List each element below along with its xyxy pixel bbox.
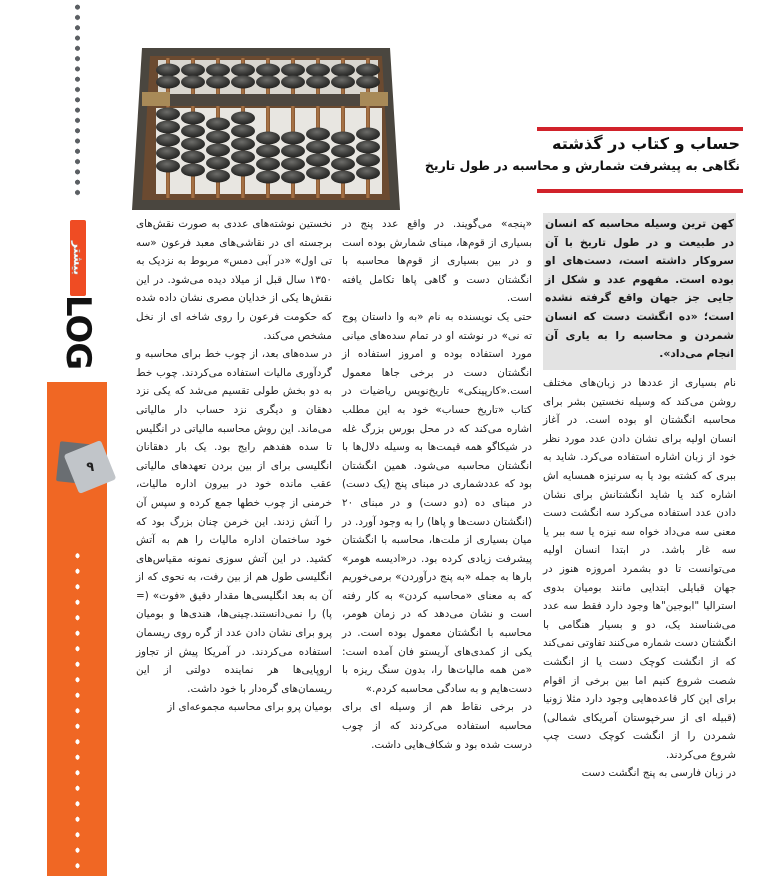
log-logo: [58, 294, 98, 370]
abacus-bead: [331, 158, 355, 171]
abacus-bead: [356, 167, 380, 180]
abacus-bead: [231, 138, 255, 151]
abacus-bead: [356, 76, 380, 89]
abacus-bead: [181, 64, 205, 77]
abacus-bead: [356, 141, 380, 154]
body-paragraph: «پنجه» می‌گویند. در واقع عدد پنج در بسیاری از قوم‌ها، مبنای شمارش بوده است و در بین بسیاری از قوم‌ها محاسبه با انگشتان دست و گاهی پاها تکامل یافته است.: [342, 218, 532, 305]
body-column-1: [543, 374, 736, 783]
abacus-bead: [306, 128, 330, 141]
abacus-bead: [281, 132, 305, 145]
body-paragraph: در زبان فارسی به پنج انگشت دست: [581, 767, 736, 780]
abacus-image: [128, 42, 402, 212]
abacus-bead: [206, 131, 230, 144]
section-tag: [70, 220, 86, 296]
abacus-bead: [181, 76, 205, 89]
article-subtitle: نگاهی به پیشرفت شمارش و محاسبه در طول تاریخ: [424, 158, 740, 173]
abacus-bead: [331, 171, 355, 184]
abacus-bead: [306, 64, 330, 77]
abacus-bead: [306, 141, 330, 154]
abacus-bead: [206, 157, 230, 170]
abacus-bead: [206, 144, 230, 157]
article-header: [424, 122, 780, 202]
body-paragraph: بومیان پرو برای محاسبه مجموعه‌ای از: [167, 701, 332, 714]
abacus-bead: [206, 64, 230, 77]
abacus-bead: [231, 151, 255, 164]
abacus-bead: [256, 76, 280, 89]
abacus-bead: [231, 64, 255, 77]
title-rule-top: [537, 127, 743, 131]
abacus-bead: [306, 76, 330, 89]
abacus-bead: [231, 125, 255, 138]
abacus-bead: [281, 145, 305, 158]
lead-box: [543, 213, 736, 370]
abacus-bead: [331, 132, 355, 145]
abacus-bead: [231, 164, 255, 177]
abacus-bead: [156, 76, 180, 89]
abacus-bead: [306, 154, 330, 167]
abacus-bead: [331, 76, 355, 89]
abacus-bead: [181, 138, 205, 151]
body-paragraph: نخستین نوشته‌های عددی به صورت نقش‌های برجسته ای در نقاشی‌های معبد فرعون «سه تی اول» «در آبی دمس» مربوط به نزدیک به ۱۳۵۰ سال قبل از میلاد دیده می‌شود. در این نقش‌ها یکی از خدایان مصری نشان داده شده که حکومت فرعون را روی شاخه ای از نخل مشخص می‌کند.: [136, 218, 332, 342]
article-title: حساب و کتاب در گذشته: [552, 134, 740, 153]
lead-paragraph: کهن ترین وسیله محاسبه که انسان در طبیعت و در طول تاریخ با آن سروکار داشته است، دست‌های او بوده است. مفهوم عدد و شکل از جایی جز جهان واقع گرفته نشده است؛ «ده انگشت دست که انسان شمردن و محاسبه را به یاری آن انجام می‌داد».: [545, 217, 734, 361]
abacus-bead: [156, 147, 180, 160]
dotted-divider-orange: [75, 548, 80, 876]
body-paragraph: در برخی نقاط هم از وسیله ای برای محاسبه استفاده می‌کردند که از چوب درست شده بود و شکاف‌هایی داشت.: [342, 701, 532, 751]
abacus-bead: [256, 171, 280, 184]
abacus-bead: [156, 134, 180, 147]
log-logo-text: LOG: [58, 294, 98, 370]
abacus-bead: [281, 158, 305, 171]
abacus-bead: [256, 132, 280, 145]
abacus-bead: [181, 112, 205, 125]
abacus-bead: [206, 170, 230, 183]
abacus-bead: [206, 76, 230, 89]
section-logo: [58, 218, 98, 368]
abacus-bead: [256, 64, 280, 77]
abacus-bead: [181, 164, 205, 177]
abacus-bead: [256, 145, 280, 158]
abacus-bead: [256, 158, 280, 171]
abacus-bead: [156, 121, 180, 134]
abacus-bead: [181, 151, 205, 164]
page-number: ۹: [86, 459, 94, 475]
abacus-bead: [156, 160, 180, 173]
body-column-2: [342, 215, 532, 754]
abacus-bead: [206, 118, 230, 131]
section-tag-label: بیشتر: [71, 241, 85, 275]
dotted-divider-top: [75, 2, 80, 198]
body-paragraph: حتی یک نویسنده به نام «به وا داستان پوج ته نی» در نوشته او در تمام سده‌های میانی مورد استفاده بوده و امروز استفاده از انگشتان دست در برخی جاها معمول است.«کارپینکی» تاریخ‌نویس ریاضیات در کتاب «تاریخ حساب» خود به این مطلب اشاره می‌کند که در محل بورس بزرگ غله در شیکاگو همه قیمت‌ها به وسیله دلال‌ها با انگشتان محاسبه می‌شود. همین انگشتان بود که عددشماری در مبنای پنج (یک دست) در مبنای ده (دو دست) و در مبنای ۲۰ (انگشتان دست‌ها و پاها) را به وجود آورد. در میان بسیاری از ملت‌ها، محاسبه با انگشتان پیشرفت زیادی کرده بود. در«ادیسه هومر» بارها به جمله «به پنج درآوردن» برمی‌خوریم که به معنای «محاسبه کردن» به کار رفته است و نشان می‌دهد که در زمان هومر، محاسبه با انگشتان معمول بوده است. در یکی از کمدی‌های آریستو فان آمده است: «من همه مالیات‌ها را، بدون سنگ ریزه با دست‌هایم و به سادگی محاسبه کردم.»: [342, 310, 532, 695]
abacus-bead: [156, 108, 180, 121]
abacus-bead: [356, 128, 380, 141]
abacus-bead: [331, 64, 355, 77]
abacus-bead: [156, 64, 180, 77]
body-paragraph: نام بسیاری از عددها در زبان‌های مختلف روشن می‌کند که وسیله نخستین بشر برای محاسبه انگشتان او بوده است. در آغاز انسان اولیه برای نشان دادن عدد مورد نظر خود از زبان اشاره استفاده می‌کرد. شاید به ببری که کشته بود یا به سرنیزه همسایه اش اشاره کند یا شاید انگشتانش برای نشان دادن عدد استفاده می‌کرد سه انگشت دست معنی سه می‌داد خواه سه نیزه یا سه ببر یا سه غار باشد. در ابتدا انسان اولیه می‌توانست تا دو بشمرد امروزه هنوز در جهان قبایلی ابتدایی مانند بومیان بدوی استرالیا "ابوجین"ها وجود دارد فقط سه عدد می‌شناسند یک، دو و بسیار هنگامی با انگشتان دست شماره می‌کنند تفاوتی نمی‌کند که از انگشت کوچک دست یا از انگشت شصت شروع کنیم اما بین برخی از اقوام برای این کار قاعده‌هایی وجود دارد مثلا زونیا (قبیله ای از سرخپوستان آمریکای شمالی) شمردن را از انگشت کوچک دست چپ شروع می‌کردند.: [543, 377, 736, 761]
abacus-bead: [331, 145, 355, 158]
abacus-bead: [281, 76, 305, 89]
title-rule-bottom: [537, 189, 743, 193]
abacus-bead: [281, 64, 305, 77]
abacus-bead: [356, 154, 380, 167]
abacus-bead: [281, 171, 305, 184]
abacus-bead: [181, 125, 205, 138]
abacus-bead: [231, 76, 255, 89]
body-column-3: [136, 215, 332, 717]
abacus-bead: [356, 64, 380, 77]
abacus-bead: [231, 112, 255, 125]
abacus-bead: [306, 167, 330, 180]
body-paragraph: در سده‌های بعد، از چوب خط برای محاسبه و گردآوری مالیات استفاده می‌کردند. چوب خط به دو بخش طولی تقسیم می‌شد که یکی نزد دهقان و دیگری نزد حساب دار مالیاتی می‌ماند. این روش محاسبه مالیاتی در انگلیس تا سده هفدهم رایج بود. یک بار دهقانان انگلیسی برای از بین بردن تعهدهای مالیاتی عقب مانده خود در بیرون اداره مالیات، خرمنی از چوب خطها جمع کرده و سپس آن را آتش زدند. این خرمن چنان بزرگ بود که خود ساختمان اداره مالیات را هم به آتش کشید. در این آتش سوزی نمونه مقیاس‌های انگلیسی طول هم از بین رفت، به نحوی که از آن به بعد انگلیسی‌ها مقدار دقیق «فوت» (= پا) را نمی‌دانستند.چینی‌ها، هندی‌ها و بومیان پرو برای نشان دادن عدد از گره روی ریسمان استفاده می‌کردند. در آمریکا پیش از تجاوز اروپایی‌ها هر نماینده دولتی از این ریسمان‌های گره‌دار با خود داشت.: [136, 348, 332, 695]
